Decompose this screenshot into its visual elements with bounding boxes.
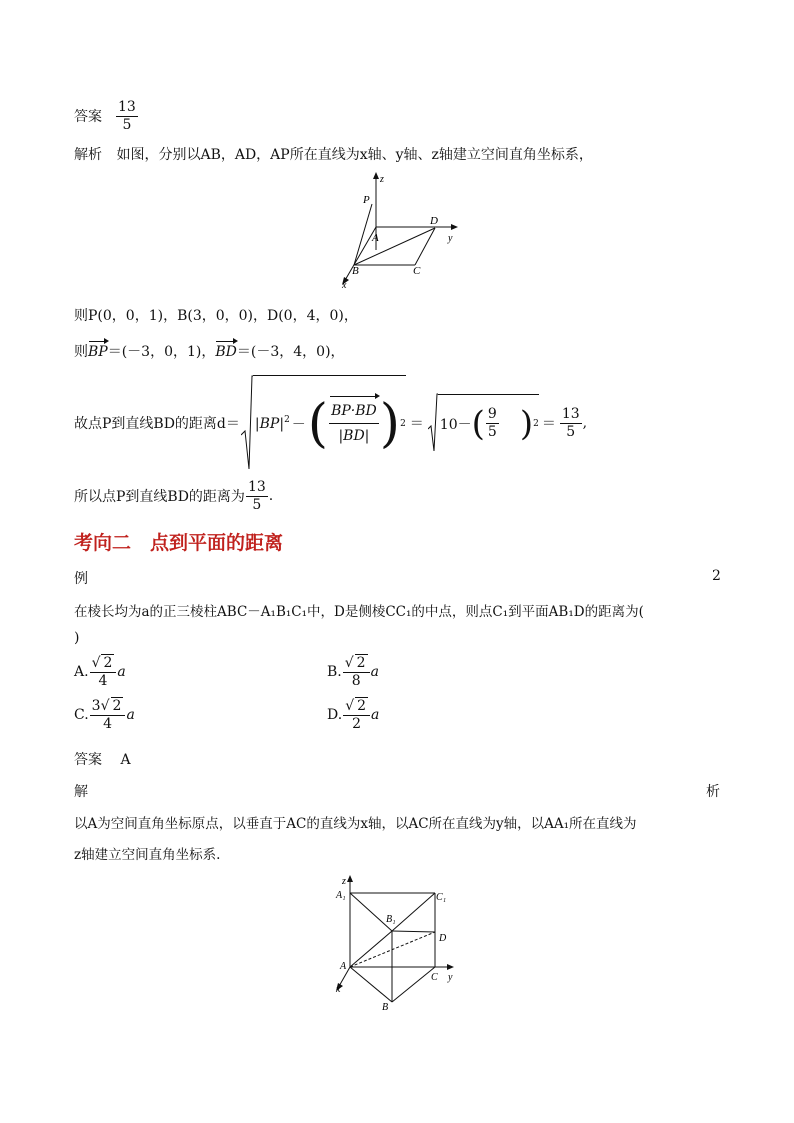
option-d-root: 2 bbox=[357, 698, 367, 714]
edge-pb bbox=[354, 204, 372, 265]
solution-1-vectors bbox=[74, 341, 345, 361]
solution-1-intro bbox=[74, 144, 593, 164]
section-heading: 考向二 点到平面的距离 bbox=[74, 532, 284, 554]
label-c1: C₁ bbox=[436, 892, 447, 903]
dot-fraction bbox=[329, 399, 379, 448]
option-d-den: 2 bbox=[352, 716, 362, 732]
option-a[interactable] bbox=[74, 654, 126, 690]
answer-1 bbox=[74, 96, 139, 136]
edge-bd bbox=[354, 228, 435, 265]
label-z: z bbox=[380, 174, 384, 185]
option-a-fraction: $\frac{√ 2}{4}$ bbox=[90, 654, 117, 690]
option-d-fraction: $\frac{√ 2}{2}$ bbox=[343, 697, 370, 733]
solution-1-coords: 则P(0，0，1)，B(3，0，0)，D(0，4，0)， bbox=[74, 308, 358, 324]
sqrt-sign-2 bbox=[428, 393, 438, 453]
result-denominator: 5 bbox=[566, 423, 576, 440]
example-question: 在棱长均为a的正三棱柱ABC－A₁B₁C₁中，D是侧棱CC₁的中点，则点C₁到平面AB₁D的距离为( bbox=[74, 604, 644, 620]
radicand-2: 10－ ( $\frac{9}{5}$ ) 2 bbox=[438, 394, 539, 453]
solution-2-line-2: z轴建立空间直角坐标系. bbox=[74, 847, 221, 863]
option-b-letter: B. bbox=[327, 664, 342, 680]
option-c-root: 2 bbox=[112, 698, 122, 714]
option-b-fraction: $\frac{√ 2}{8}$ bbox=[343, 654, 370, 690]
option-c-var: a bbox=[126, 707, 135, 723]
option-a-var: a bbox=[117, 664, 126, 680]
vectors-prefix: 则 bbox=[74, 344, 88, 360]
answer-numerator: 13 bbox=[118, 98, 136, 115]
option-b-var: a bbox=[370, 664, 379, 680]
nine-fifths bbox=[486, 406, 499, 441]
option-c-letter: C. bbox=[74, 707, 89, 723]
label-d-2: D bbox=[439, 933, 447, 944]
conclusion-denominator: 5 bbox=[252, 496, 262, 513]
label-b1: B₁ bbox=[386, 914, 396, 925]
option-b[interactable] bbox=[327, 654, 379, 690]
answer-fraction bbox=[116, 99, 138, 134]
edge-b1c1 bbox=[392, 893, 435, 931]
nine: 9 bbox=[487, 406, 497, 422]
label-c-2: C bbox=[431, 972, 438, 983]
option-d-var: a bbox=[371, 707, 380, 723]
edge-cd bbox=[415, 228, 435, 265]
edge-a1b1 bbox=[350, 893, 392, 931]
distance-result bbox=[560, 406, 582, 441]
solution-label: 解析 bbox=[74, 147, 102, 163]
option-d-letter: D. bbox=[327, 707, 343, 723]
dot-numerator: BP·BD bbox=[329, 399, 379, 424]
solution-intro-text: 如图，分别以AB，AD，AP所在直线为x轴、y轴、z轴建立空间直角坐标系， bbox=[116, 147, 593, 163]
label-b-2: B bbox=[382, 1002, 389, 1013]
label-a-2: A bbox=[340, 961, 347, 972]
label-p: P bbox=[363, 194, 370, 206]
label-b: B bbox=[352, 265, 359, 277]
label-a1: A₁ bbox=[336, 890, 346, 901]
label-d: D bbox=[430, 215, 438, 227]
ten-minus: 10－ bbox=[439, 416, 472, 433]
option-d[interactable] bbox=[327, 697, 379, 733]
solution-2-label-right: 析 bbox=[706, 784, 720, 800]
solution-2-label-left: 解 bbox=[74, 784, 88, 800]
option-c-den: 4 bbox=[103, 716, 113, 732]
figure-prism bbox=[330, 870, 470, 1016]
label-x: x bbox=[342, 280, 347, 291]
answer-2-value: A bbox=[120, 752, 131, 768]
edge-b1d bbox=[392, 931, 435, 932]
option-a-letter: A. bbox=[74, 664, 89, 680]
answer-label: 答案 bbox=[74, 109, 102, 125]
option-b-root: 2 bbox=[356, 655, 366, 671]
figure-pyramid bbox=[330, 170, 470, 292]
label-c: C bbox=[413, 265, 421, 277]
example-number: 2 bbox=[712, 568, 721, 584]
example-label: 例 bbox=[74, 571, 88, 587]
edge-ab bbox=[350, 967, 392, 1002]
vector-bp: BP bbox=[88, 344, 108, 360]
solution-2-line-1: 以A为空间直角坐标原点，以垂直于AC的直线为x轴，以AC所在直线为y轴，以AA₁所在直线为 bbox=[74, 816, 637, 832]
label-y: y bbox=[448, 233, 453, 244]
dot-denominator: |BD| bbox=[338, 428, 370, 444]
label-a: A bbox=[372, 232, 379, 244]
conclusion-text: 所以点P到直线BD的距离为 bbox=[74, 489, 245, 505]
sqrt-sign-1 bbox=[241, 375, 253, 471]
norm-bp: $|BP|^2$ bbox=[254, 415, 290, 432]
norm-bp-text: |BP| bbox=[254, 416, 285, 432]
radicand-1: $|BP|^2$ － ( $\frac{BP\cdot BD}{|BD|}$ ) 2 bbox=[253, 375, 406, 471]
option-c-coef: 3 bbox=[91, 698, 101, 714]
edge-ab1 bbox=[350, 931, 392, 967]
solution-1-conclusion: 所以点P到直线BD的距离为 $\frac{13}{5}$ . bbox=[74, 478, 274, 513]
option-a-root: 2 bbox=[103, 655, 113, 671]
result-numerator: 13 bbox=[561, 405, 580, 422]
vector-bd-value: ＝(－3，4，0)， bbox=[236, 344, 345, 360]
distance-formula: 故点P到直线BD的距离d＝ $|BP|^2$ － ( $\frac{BP\cdot BD}{|BD|}$ ) 2 ＝ 10－ ( $\frac{9}{5}$ ) 2 ＝ $\frac{13}{5}$ , bbox=[74, 374, 587, 472]
label-x-2: x bbox=[336, 984, 341, 995]
answer-2-label: 答案 bbox=[74, 752, 102, 768]
option-b-den: 8 bbox=[351, 673, 361, 689]
conclusion-fraction bbox=[246, 479, 268, 514]
label-z-2: z bbox=[342, 876, 346, 887]
vector-bd: BD bbox=[215, 344, 237, 360]
distance-prefix: 故点P到直线BD的距离d＝ bbox=[74, 416, 240, 432]
option-a-den: 4 bbox=[98, 673, 108, 689]
answer-denominator: 5 bbox=[122, 116, 132, 133]
vector-bp-value: ＝(－3，0，1)， bbox=[107, 344, 216, 360]
answer-2 bbox=[74, 749, 131, 769]
option-c[interactable] bbox=[74, 697, 135, 733]
conclusion-numerator: 13 bbox=[247, 478, 266, 495]
example-close-paren: ) bbox=[74, 630, 80, 646]
five: 5 bbox=[487, 424, 497, 440]
edge-bc-2 bbox=[392, 967, 435, 1002]
label-y-2: y bbox=[448, 972, 453, 983]
option-c-fraction: $\frac{3√ 2}{4}$ bbox=[90, 697, 126, 733]
